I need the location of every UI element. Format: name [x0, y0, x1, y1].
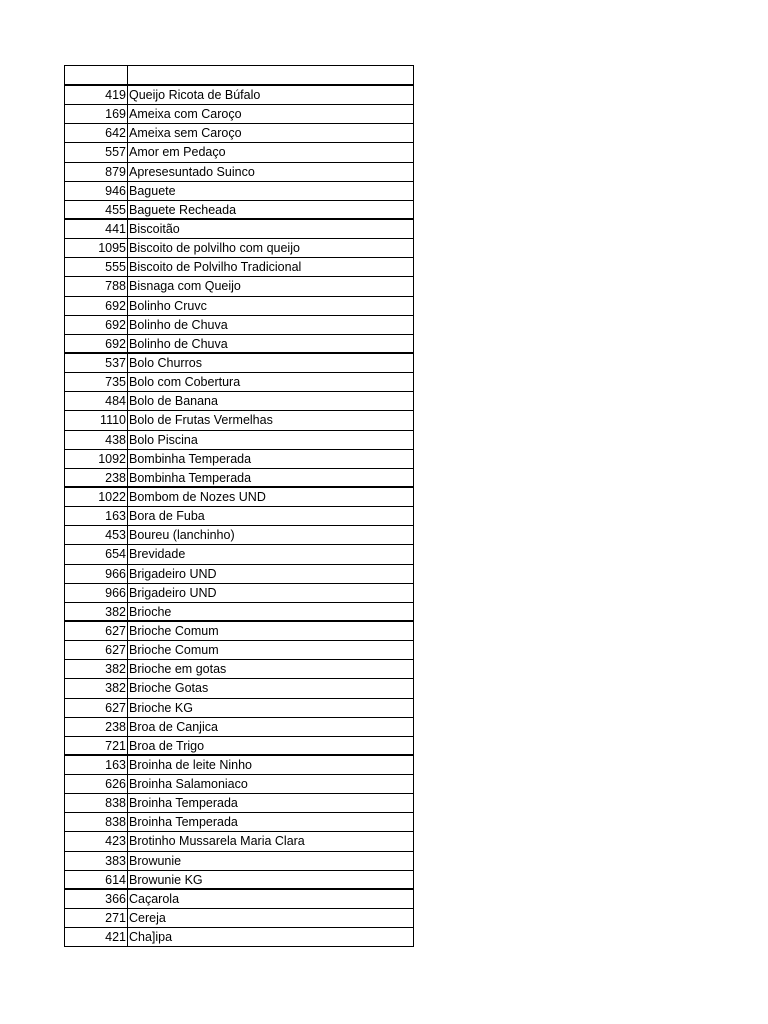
table-row: [65, 143, 413, 162]
code-cell[interactable]: 692: [65, 316, 128, 334]
table-row: [65, 565, 413, 584]
code-cell[interactable]: 627: [65, 622, 128, 640]
product-name-cell[interactable]: Cereja: [129, 911, 166, 926]
code-cell[interactable]: 1110: [65, 411, 128, 429]
product-name-cell[interactable]: Biscoitão: [129, 221, 180, 236]
code-cell[interactable]: 382: [65, 603, 128, 620]
code-cell[interactable]: 382: [65, 660, 128, 678]
product-name-cell[interactable]: Brotinho Mussarela Maria Clara: [129, 834, 305, 849]
product-name-cell[interactable]: Baguete: [129, 183, 176, 198]
product-name-cell[interactable]: Bolo com Cobertura: [129, 375, 241, 390]
product-name-cell[interactable]: Bolo de Frutas Vermelhas: [129, 413, 273, 428]
product-name-cell[interactable]: Apresesuntado Suinco: [129, 164, 255, 179]
table-row: [65, 737, 413, 756]
product-name-cell[interactable]: Brigadeiro UND: [129, 566, 217, 581]
code-cell[interactable]: 788: [65, 277, 128, 295]
product-name-cell[interactable]: Brioche Comum: [129, 643, 219, 658]
code-cell[interactable]: 614: [65, 871, 128, 888]
product-name-cell[interactable]: Bolinho de Chuva: [129, 317, 228, 332]
product-name-cell[interactable]: Ameixa com Caroço: [129, 107, 242, 122]
code-cell[interactable]: 271: [65, 909, 128, 927]
code-cell[interactable]: 555: [65, 258, 128, 276]
table-row: [65, 354, 413, 373]
code-cell[interactable]: 1022: [65, 488, 128, 506]
code-cell[interactable]: 1095: [65, 239, 128, 257]
table-row: [65, 411, 413, 430]
product-name-cell[interactable]: Boureu (lanchinho): [129, 528, 235, 543]
table-row: [65, 526, 413, 545]
code-cell[interactable]: 382: [65, 679, 128, 697]
code-cell[interactable]: 557: [65, 143, 128, 161]
table-row: [65, 297, 413, 316]
table-row: [65, 718, 413, 737]
table-row: [65, 909, 413, 928]
product-name-cell[interactable]: Bolo Churros: [129, 355, 202, 370]
code-cell[interactable]: 627: [65, 641, 128, 659]
code-cell[interactable]: 169: [65, 105, 128, 123]
table-row: [65, 220, 413, 239]
product-name-cell[interactable]: Bombom de Nozes UND: [129, 489, 266, 504]
product-name-cell[interactable]: Bolo Piscina: [129, 432, 198, 447]
product-name-cell[interactable]: Broa de Trigo: [129, 738, 205, 753]
product-name-cell[interactable]: Amor em Pedaço: [129, 145, 226, 160]
table-row: [65, 794, 413, 813]
header-cell-code[interactable]: [65, 66, 128, 84]
spreadsheet-table: [64, 65, 414, 947]
code-cell[interactable]: 721: [65, 737, 128, 754]
product-name-cell[interactable]: Broinha de leite Ninho: [129, 757, 252, 772]
product-name-cell[interactable]: Broinha Temperada: [129, 815, 238, 830]
product-name-cell[interactable]: Brioche: [129, 604, 172, 619]
code-cell[interactable]: 627: [65, 699, 128, 717]
product-name-cell[interactable]: Bolinho de Chuva: [129, 336, 228, 351]
table-row: [65, 813, 413, 832]
header-row: [65, 66, 413, 86]
code-cell[interactable]: 946: [65, 182, 128, 200]
table-row: [65, 105, 413, 124]
product-name-cell[interactable]: Biscoito de Polvilho Tradicional: [129, 260, 302, 275]
product-name-cell[interactable]: Browunie KG: [129, 872, 203, 887]
table-row: [65, 469, 413, 488]
code-cell[interactable]: 966: [65, 584, 128, 602]
table-row: [65, 756, 413, 775]
table-row: [65, 316, 413, 335]
code-cell[interactable]: 879: [65, 163, 128, 181]
product-name-cell[interactable]: Brigadeiro UND: [129, 585, 217, 600]
code-cell[interactable]: 366: [65, 890, 128, 908]
product-name-cell[interactable]: Broinha Temperada: [129, 796, 238, 811]
table-row: [65, 852, 413, 871]
table-row: [65, 431, 413, 450]
product-name-cell[interactable]: Ameixa sem Caroço: [129, 126, 242, 141]
table-row: [65, 239, 413, 258]
code-cell[interactable]: 238: [65, 469, 128, 486]
table-row: [65, 890, 413, 909]
table-row: [65, 163, 413, 182]
table-row: [65, 201, 413, 220]
table-row: [65, 182, 413, 201]
product-name-cell[interactable]: Baguete Recheada: [129, 202, 237, 217]
product-name-cell[interactable]: Bombinha Temperada: [129, 470, 252, 485]
code-cell[interactable]: 1092: [65, 450, 128, 468]
product-name-cell[interactable]: Bisnaga com Queijo: [129, 279, 241, 294]
code-cell[interactable]: 626: [65, 775, 128, 793]
table-row: [65, 373, 413, 392]
code-cell[interactable]: 735: [65, 373, 128, 391]
table-row: [65, 603, 413, 622]
code-cell[interactable]: 692: [65, 297, 128, 315]
product-name-cell[interactable]: Broinha Salamoniaco: [129, 777, 248, 792]
product-name-cell[interactable]: Brioche Comum: [129, 623, 219, 638]
table-row: [65, 871, 413, 890]
product-name-cell[interactable]: Brioche em gotas: [129, 662, 227, 677]
table-row: [65, 507, 413, 526]
table-row: [65, 928, 413, 947]
product-name-cell[interactable]: Queijo Ricota de Búfalo: [129, 88, 261, 102]
code-cell[interactable]: 163: [65, 507, 128, 525]
code-cell[interactable]: 642: [65, 124, 128, 142]
code-cell[interactable]: 421: [65, 928, 128, 946]
table-row: [65, 450, 413, 469]
product-name-cell[interactable]: Bombinha Temperada: [129, 451, 252, 466]
table-row: [65, 832, 413, 851]
table-row: [65, 622, 413, 641]
table-row: [65, 277, 413, 296]
code-cell[interactable]: 419: [65, 86, 128, 104]
table-row: [65, 258, 413, 277]
code-cell[interactable]: 484: [65, 392, 128, 410]
code-cell[interactable]: 441: [65, 220, 128, 238]
code-cell[interactable]: 238: [65, 718, 128, 736]
code-cell[interactable]: 692: [65, 335, 128, 352]
product-name-cell[interactable]: Biscoito de polvilho com queijo: [129, 241, 300, 256]
table-row: [65, 124, 413, 143]
product-name-cell[interactable]: Brioche Gotas: [129, 681, 209, 696]
product-name-cell[interactable]: Bolo de Banana: [129, 394, 218, 409]
table-row: [65, 699, 413, 718]
code-cell[interactable]: 537: [65, 354, 128, 372]
code-cell[interactable]: 455: [65, 201, 128, 218]
code-cell[interactable]: 654: [65, 545, 128, 563]
table-row: [65, 775, 413, 794]
table-row: [65, 335, 413, 354]
product-name-cell[interactable]: Broa de Canjica: [129, 719, 218, 734]
table-row: [65, 584, 413, 603]
product-name-cell[interactable]: Bora de Fuba: [129, 509, 205, 524]
code-cell[interactable]: 423: [65, 832, 128, 850]
code-cell[interactable]: 838: [65, 813, 128, 831]
table-row: [65, 641, 413, 660]
code-cell[interactable]: 838: [65, 794, 128, 812]
product-name-cell[interactable]: Caçarola: [129, 891, 180, 906]
table-row: [65, 660, 413, 679]
table-row: [65, 86, 413, 105]
table-row: [65, 488, 413, 507]
table-row: [65, 679, 413, 698]
code-cell[interactable]: 163: [65, 756, 128, 774]
product-name-cell[interactable]: Bolinho Cruvc: [129, 298, 207, 313]
code-cell[interactable]: 966: [65, 565, 128, 583]
code-cell[interactable]: 438: [65, 431, 128, 449]
product-name-cell[interactable]: Brevidade: [129, 547, 186, 562]
header-cell-name[interactable]: [128, 66, 413, 84]
product-name-cell[interactable]: Cha]ipa: [129, 930, 173, 945]
code-cell[interactable]: 383: [65, 852, 128, 870]
code-cell[interactable]: 453: [65, 526, 128, 544]
table-row: [65, 392, 413, 411]
product-name-cell[interactable]: Brioche KG: [129, 700, 193, 715]
product-name-cell[interactable]: Browunie: [129, 853, 182, 868]
table-row: [65, 545, 413, 564]
